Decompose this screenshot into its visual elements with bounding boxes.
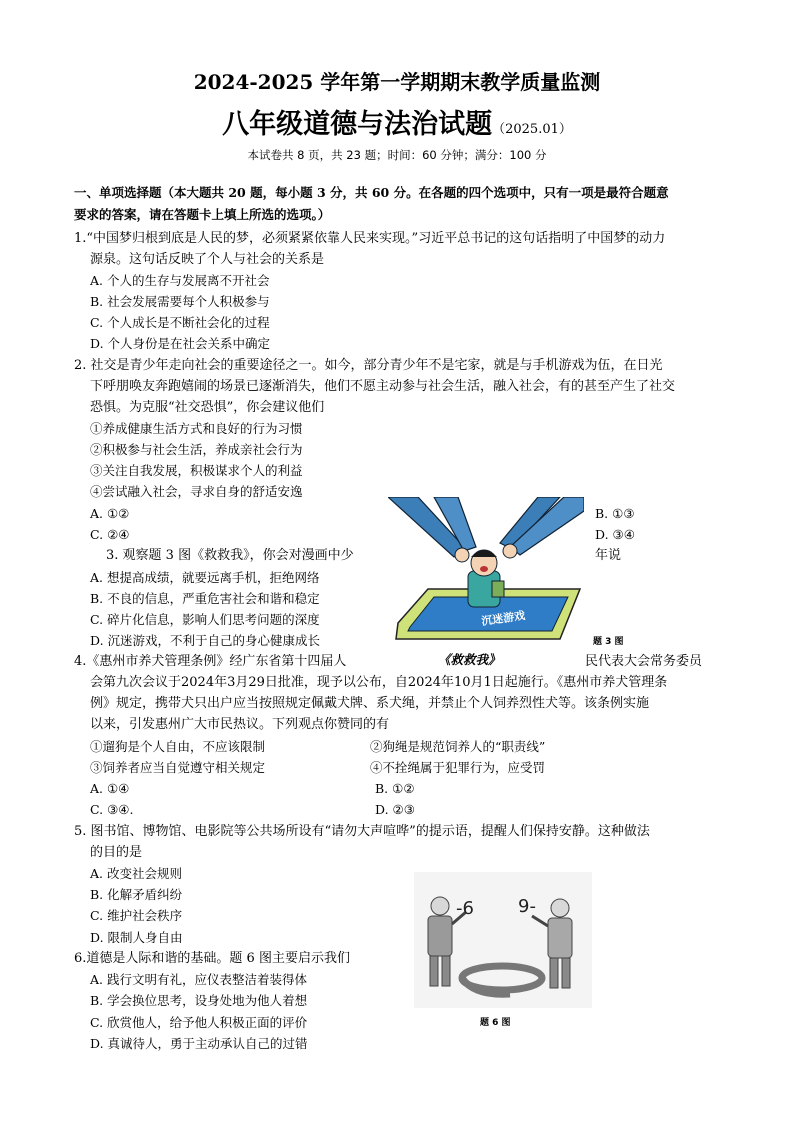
boy-mouth-shape bbox=[480, 566, 488, 572]
q1-option-d: D. 个人身份是在社会关系中确定 bbox=[90, 336, 271, 351]
right-man-speech: 9- bbox=[518, 896, 536, 917]
q2-statement-4: ④尝试融入社会，寻求自身的舒适安逸 bbox=[90, 484, 303, 499]
q2-option-b: B. ①③ bbox=[595, 506, 635, 521]
exam-date: （2025.01） bbox=[492, 122, 572, 137]
right-man-head-shape bbox=[551, 899, 569, 917]
right-man-body-shape bbox=[548, 918, 572, 958]
q4-stem-part1: 4.《惠州市养犬管理条例》经广东省第十四届人 bbox=[74, 654, 347, 669]
q1-option-c: C. 个人成长是不断社会化的过程 bbox=[90, 315, 270, 330]
left-man-body-shape bbox=[428, 916, 452, 956]
q5-option-d: D. 限制人身自由 bbox=[90, 930, 183, 945]
q2-option-a: A. ①② bbox=[90, 506, 130, 521]
q3-option-d: D. 沉迷游戏，不利于自己的身心健康成长 bbox=[90, 633, 321, 648]
q6-option-a: A. 践行文明有礼，应仪表整洁着装得体 bbox=[90, 972, 307, 987]
q1-stem-line2: 源泉。这句话反映了个人与社会的关系是 bbox=[90, 252, 325, 267]
q6-figure-caption: 题 6 图 bbox=[480, 1018, 511, 1028]
right-man-leg-shape bbox=[550, 958, 558, 988]
q3-figure-caption: 题 3 图 bbox=[593, 637, 624, 647]
left-man-head-shape bbox=[431, 897, 449, 915]
right-hand-shape bbox=[503, 544, 517, 558]
q2-stem-line1: 2. 社交是青少年走向社会的重要途径之一。如今，部分青少年不是宅家，就是与手机游戏为伍，在日光 bbox=[74, 358, 663, 373]
q6-option-c: C. 欣赏他人，给予他人积极正面的评价 bbox=[90, 1015, 308, 1030]
phone-screen-label: 沉迷游戏 bbox=[480, 608, 526, 628]
q4-option-a: A. ①④ bbox=[90, 781, 130, 796]
q2-statement-2: ②积极参与社会生活，养成亲社会行为 bbox=[90, 442, 303, 457]
q5-option-b: B. 化解矛盾纠纷 bbox=[90, 887, 183, 902]
section1-instructions-line2: 要求的答案，请在答题卡上填上所选的选项。） bbox=[74, 207, 331, 222]
q3-option-a: A. 想提高成绩，就要远离手机，拒绝网络 bbox=[90, 570, 320, 585]
q3-option-b: B. 不良的信息，严重危害社会和谐和稳定 bbox=[90, 591, 320, 606]
q6-stem: 6.道德是人际和谐的基础。题 6 图主要启示我们 bbox=[74, 951, 350, 966]
q5-option-a: A. 改变社会规则 bbox=[90, 866, 182, 881]
exam-info: 本试卷共 8 页，共 23 题；时间：60 分钟；满分：100 分 bbox=[247, 148, 547, 162]
q2-statement-3: ③关注自我发展，积极谋求个人的利益 bbox=[90, 463, 303, 478]
subject-title-text: 八年级道德与法治试题 bbox=[222, 109, 493, 140]
q1-stem-line1: 1.“中国梦归根到底是人民的梦，必须紧紧依靠人民来实现。”习近平总书记的这句话指明了中国梦的动力 bbox=[74, 231, 666, 246]
left-man-speech: -6 bbox=[456, 898, 474, 919]
q5-stem-line1: 5. 图书馆、博物馆、电影院等公共场所设有“请勿大声喧哗”的提示语，提醒人们保持安静。这种做法 bbox=[74, 824, 650, 839]
section1-instructions-line1: 一、单项选择题（本大题共 20 题，每小题 3 分，共 60 分。在各题的四个选项中，只有一项是最符合题意 bbox=[74, 185, 669, 200]
q5-option-c: C. 维护社会秩序 bbox=[90, 908, 183, 923]
boy-hair-shape bbox=[471, 550, 497, 557]
q4-statement-2: ②狗绳是规范饲养人的“职责线” bbox=[370, 739, 546, 754]
q2-stem-line2: 下呼朋唤友奔跑嬉闹的场景已逐渐消失，他们不愿主动参与社会生活，融入社会，有的甚至产生了社交 bbox=[90, 379, 676, 394]
q6-option-b: B. 学会换位思考，设身处地为他人着想 bbox=[90, 993, 308, 1008]
q6-figure-image bbox=[414, 872, 592, 1008]
q3-comic-title: 《救救我》 bbox=[438, 652, 501, 667]
exam-title: 2024-2025 学年第一学期期末教学质量监测 bbox=[193, 70, 601, 94]
q3-stem-part2: 年说 bbox=[595, 548, 622, 563]
boy-bag-shape bbox=[492, 581, 504, 597]
q6-option-d: D. 真诚待人，勇于主动承认自己的过错 bbox=[90, 1036, 308, 1051]
q4-option-c: C. ③④. bbox=[90, 802, 134, 817]
q4-statement-3: ③饲养者应当自觉遵守相关规定 bbox=[90, 760, 266, 775]
q4-stem-line3: 例》规定，携带犬只出户应当按照规定佩戴犬牌、系犬绳，并禁止个人饲养烈性犬等。该条例实施 bbox=[90, 696, 650, 711]
exam-subject-title bbox=[0, 102, 794, 141]
q4-stem-line2: 会第九次会议于2024年3月29日批准，现予以公布，自2024年10月1日起施行。《惠州市养犬管理条 bbox=[90, 675, 668, 690]
q4-option-b: B. ①② bbox=[375, 781, 415, 796]
comic-save-me-illustration bbox=[388, 497, 584, 647]
q3-option-c: C. 碎片化信息，影响人们思考问题的深度 bbox=[90, 612, 320, 627]
q3-stem-part1: 3. 观察题 3 图《救救我》，你会对漫画中少 bbox=[106, 548, 354, 563]
q3-comic-image bbox=[388, 497, 584, 647]
q4-stem-part2: 民代表大会常务委员 bbox=[585, 654, 703, 669]
q5-stem-line2: 的目的是 bbox=[90, 845, 143, 860]
left-man-leg2-shape bbox=[442, 956, 450, 986]
q2-statement-1: ①养成健康生活方式和良好的行为习惯 bbox=[90, 421, 303, 436]
left-hand-shape bbox=[455, 548, 469, 562]
right-man-leg2-shape bbox=[562, 958, 570, 988]
q1-option-a: A. 个人的生存与发展离不开社会 bbox=[90, 273, 270, 288]
q2-option-d: D. ③④ bbox=[595, 527, 635, 542]
q4-statement-4: ④不拴绳属于犯罪行为，应受罚 bbox=[370, 760, 546, 775]
q4-stem-line4: 以来，引发惠州广大市民热议。下列观点你赞同的有 bbox=[90, 717, 390, 732]
q2-option-c: C. ②④ bbox=[90, 527, 130, 542]
q2-stem-line3: 恐惧。为克服“社交恐惧”，你会建议他们 bbox=[90, 400, 325, 415]
q4-statement-1: ①遛狗是个人自由，不应该限制 bbox=[90, 739, 266, 754]
q1-option-b: B. 社会发展需要每个人积极参与 bbox=[90, 294, 270, 309]
six-or-nine-illustration bbox=[414, 872, 592, 1008]
q4-option-d: D. ②③ bbox=[375, 802, 415, 817]
left-man-leg-shape bbox=[430, 956, 438, 986]
